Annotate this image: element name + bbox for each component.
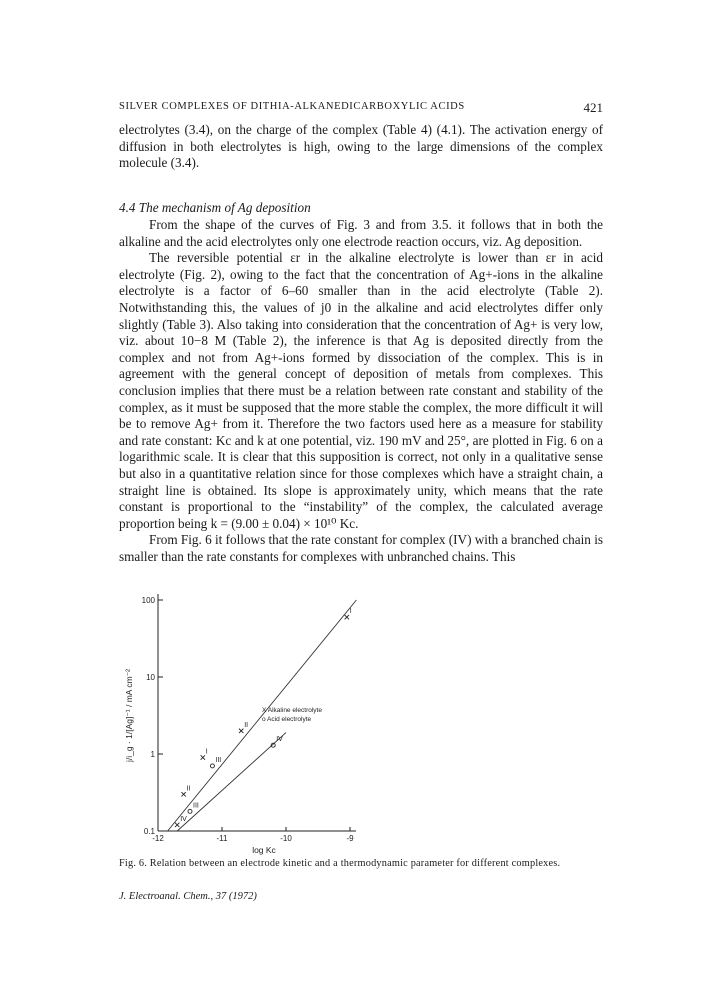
paragraph-2 [119, 217, 603, 565]
paragraph-3-text: The reversible potential εr in the alkaline electrolyte is lower than εr in acid electrolyte (Fig. 2), owing to the fact that the concentration of Ag+-ions in the alkaline electrolyte is a factor of 6–60 smaller than in the acid electrolyte (Table 2). Notwithstanding this, the values of j0 in the alkaline and acid electrolytes differ only slightly (Table 3). Also taking into consideration that the concentration of Ag+ is very low, viz. about 10−8 M (Table 2), the inference is that Ag is deposited directly from the complex and not from Ag+-ions formed by dissociation of the complex. This is in agreement with the general concept of deposition of metals from complexes. This conclusion implies that there must be a relation between rate constant and stability of the complex, as it must be supposed that the more stable the complex, the more difficult it will be to remove Ag+ from it. Therefore the two factors used here as a measure for stability and rate constant: Kc and k at one potential, viz. 190 mV and 25°, are plotted in Fig. 6 on a logarithmic scale. It is clear that this supposition is correct, not only in a qualitative sense but also in a quantitative relation since for those complexes which have a straight chain, a straight line is obtained. Its slope is approximately unity, which means that the rate constant is proportional to the “instability” of the complex, the calculated average proportion being k = (9.00 ± 0.04) × 10¹⁰ Kc. [119, 250, 603, 531]
paragraph-4-text: From Fig. 6 it follows that the rate constant for complex (IV) with a branched chain is smaller than the rate constants for complexes with unbranched chains. This [119, 532, 603, 564]
data-point-label: I [205, 748, 208, 756]
chart-svg [110, 590, 390, 855]
y-axis-label: j/i_g · 1/[Ag]⁻¹ / mA cm⁻² [124, 668, 134, 763]
figure-caption: Fig. 6. Relation between an electrode kinetic and a thermodynamic parameter for different complexes. [119, 858, 561, 869]
data-point-acid [210, 764, 214, 768]
legend-entry: o Acid electrolyte [262, 716, 312, 723]
page-number: 421 [583, 100, 603, 115]
y-tick-label: 100 [141, 596, 155, 605]
paragraph-2-text: From the shape of the curves of Fig. 3 and from 3.5. it follows that in both the alkaline and the acid electrolytes only one electrode reaction occurs, viz. Ag deposition. [119, 217, 603, 249]
section-heading [119, 200, 603, 217]
data-point-label: III [193, 802, 199, 810]
x-axis-label: log Kc [252, 845, 276, 855]
data-point-alkaline [345, 615, 349, 619]
data-point-alkaline [201, 755, 205, 759]
data-point-label: IV [276, 736, 283, 744]
x-tick-label: -11 [216, 834, 228, 843]
legend-entry: X Alkaline electrolyte [262, 707, 322, 714]
y-tick-label: 10 [146, 673, 155, 682]
paragraph-1-text: electrolytes (3.4), on the charge of the complex (Table 4) (4.1). The activation energy of diffusion in both electrolytes is high, owing to the large dimensions of the complex molecule (3.4). [119, 122, 603, 171]
data-point-alkaline [181, 792, 185, 796]
data-point-label: IV [180, 815, 187, 823]
data-point-acid [188, 809, 192, 813]
y-tick-label: 0.1 [143, 827, 155, 836]
journal-footer: J. Electroanal. Chem., 37 (1972) [119, 891, 257, 902]
figure-6 [110, 590, 390, 855]
x-tick-label: -9 [346, 834, 354, 843]
data-point-label: II [244, 721, 249, 729]
running-title: SILVER COMPLEXES OF DITHIA-ALKANEDICARBOXYLIC ACIDS [119, 101, 465, 112]
x-tick-label: -10 [280, 834, 292, 843]
section-title: 4.4 The mechanism of Ag deposition [119, 200, 311, 215]
data-point-label: II [186, 785, 191, 793]
fit-line-acid [177, 733, 286, 831]
data-point-alkaline [239, 729, 243, 733]
paragraph-1 [119, 122, 603, 172]
data-point-label: III [215, 756, 222, 764]
y-tick-label: 1 [150, 750, 155, 759]
running-header [119, 101, 603, 117]
data-point-alkaline [175, 823, 179, 827]
data-point-label: I [349, 608, 352, 616]
x-tick-label: -12 [152, 834, 164, 843]
